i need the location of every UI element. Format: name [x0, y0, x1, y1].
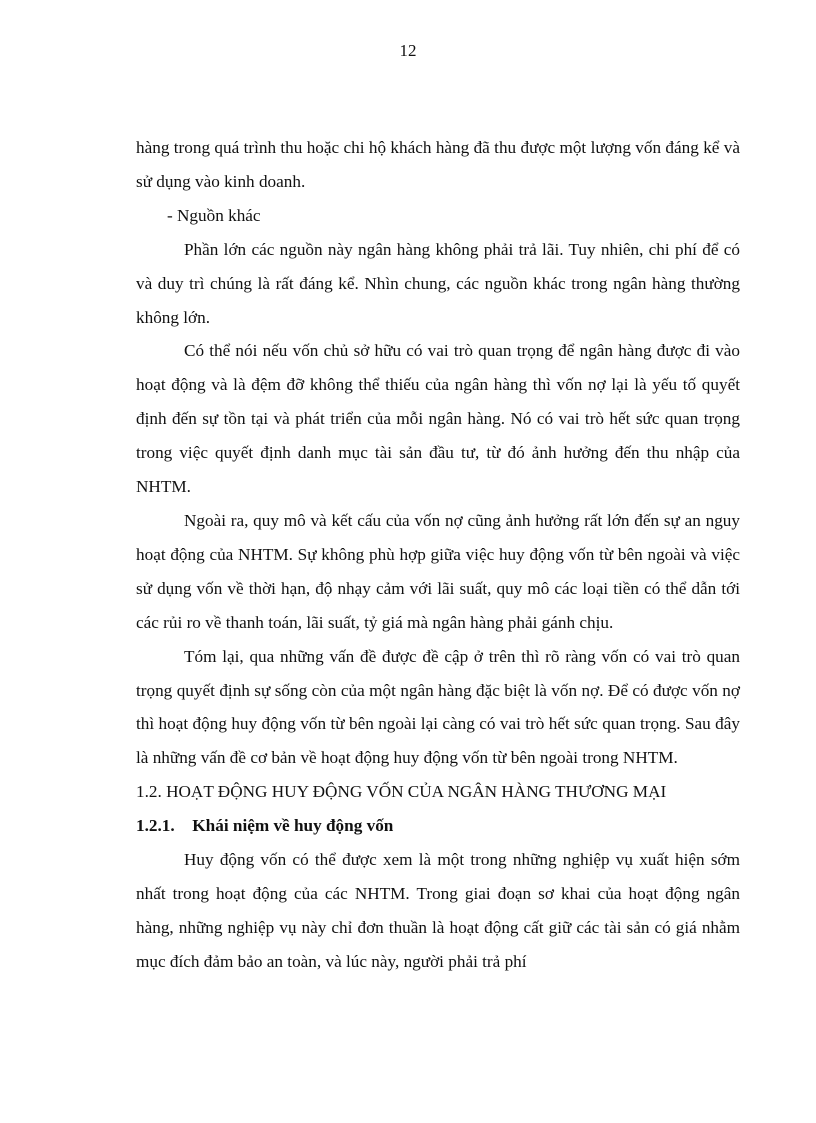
- subsection-title: Khái niệm về huy động vốn: [192, 816, 394, 836]
- list-item-other-sources: - Nguồn khác: [167, 205, 261, 225]
- paragraph-summary: Tóm lại, qua những vấn đề được đề cập ở trên thì rõ ràng vốn có vai trò quan trọng quyết định sự sống còn của một ngân hàng đặc biệt là vốn nợ. Để có được vốn nợ thì hoạt động huy động vốn từ bên ngoài lại càng có vai trò hết sức quan trọng. Sau đây là những vấn đề cơ bản về hoạt động huy động vốn từ bên ngoài trong NHTM.: [136, 646, 740, 768]
- paragraph-debt-structure: Ngoài ra, quy mô và kết cấu của vốn nợ cũng ảnh hưởng rất lớn đến sự an nguy hoạt động của NHTM. Sự không phù hợp giữa việc huy động vốn từ bên ngoài và việc sử dụng vốn về thời hạn, độ nhạy cảm với lãi suất, quy mô các loại tiền có thể dẫn tới các rủi ro về thanh toán, lãi suất, tỷ giá mà ngân hàng phải gánh chịu.: [136, 510, 740, 632]
- document-body: [136, 131, 740, 979]
- subsection-heading: [136, 809, 740, 843]
- paragraph-other-sources: Phần lớn các nguồn này ngân hàng không phải trả lãi. Tuy nhiên, chi phí để có và duy trì chúng là rất đáng kể. Nhìn chung, các nguồn khác trong ngân hàng thường không lớn.: [136, 239, 740, 327]
- paragraph-equity-role: Có thể nói nếu vốn chủ sở hữu có vai trò quan trọng để ngân hàng được đi vào hoạt động và là đệm đỡ không thể thiếu của ngân hàng thì vốn nợ lại là yếu tố quyết định đến sự tồn tại và phát triển của mỗi ngân hàng. Nó có vai trò hết sức quan trọng trong việc quyết định danh mục tài sản đầu tư, từ đó ảnh hưởng đến thu nhập của NHTM.: [136, 341, 740, 497]
- subsection-number: 1.2.1.: [136, 816, 175, 836]
- page-number: 12: [399, 41, 417, 60]
- section-heading: 1.2. HOẠT ĐỘNG HUY ĐỘNG VỐN CỦA NGÂN HÀNG THƯƠNG MẠI: [136, 782, 667, 802]
- paragraph-continuation: hàng trong quá trình thu hoặc chi hộ khách hàng đã thu được một lượng vốn đáng kể và sử dụng vào kinh doanh.: [136, 138, 740, 191]
- paragraph-concept: Huy động vốn có thể được xem là một trong những nghiệp vụ xuất hiện sớm nhất trong hoạt động của các NHTM. Trong giai đoạn sơ khai của hoạt động ngân hàng, những nghiệp vụ này chỉ đơn thuần là hoạt động cất giữ các tài sản có giá nhằm mục đích đảm bảo an toàn, và lúc này, người phải trả phí: [136, 850, 740, 971]
